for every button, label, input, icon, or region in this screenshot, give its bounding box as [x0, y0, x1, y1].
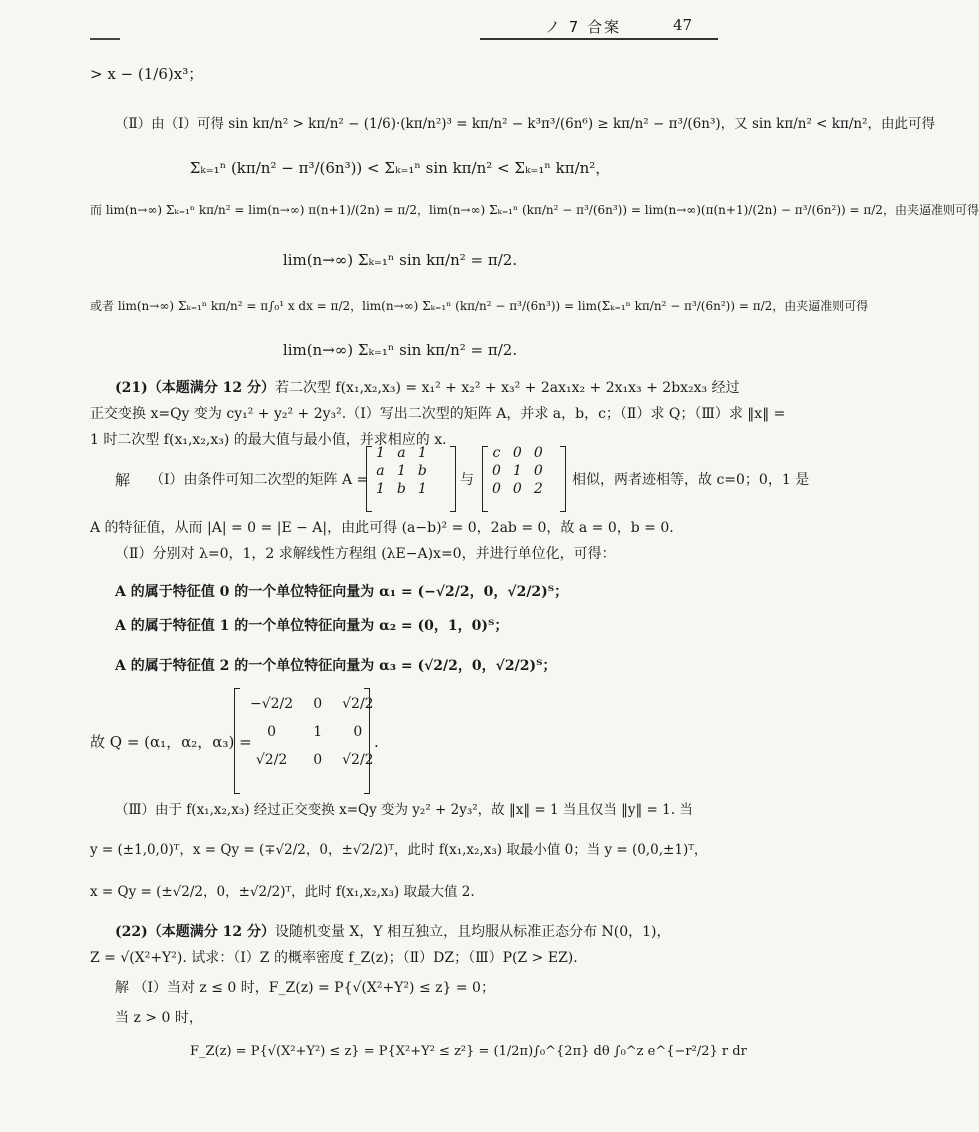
matrix-bracket-left [234, 688, 240, 794]
matrix-cell: 0 [533, 463, 543, 479]
eigenvector-line: A 的属于特征值 2 的一个单位特征向量为 α₃ = (√2/2，0，√2/2)ᵀ； [115, 658, 557, 674]
matrix-bracket-right [450, 446, 456, 512]
problem-text: 若二次型 f(x₁,x₂,x₃) = x₁² + x₂² + x₃² + 2ax₁x₂ + 2x₁x₃ + 2bx₂x₃ 经过 [274, 380, 740, 396]
problem-22-line1 [115, 922, 671, 942]
text-line: A 的特征值，从而 |A| = 0 = |E − A|，由此可得 (a−b)² = 0，2ab = 0，故 a = 0，b = 0. [90, 520, 674, 536]
text-line: （Ⅱ）由（Ⅰ）可得 sin kπ/n² > kπ/n² − (1/6)·(kπ/n²)³ = kπ/n² − k³π³/(6n⁶) ≥ kπ/n² − π³/(6n³)，又 sin kπ/n² < kπ/n²，由此可得 [115, 116, 935, 132]
matrix-cell: a [376, 463, 385, 479]
matrix-cell: √2/2 [342, 752, 374, 768]
problem-text: 设随机变量 X，Y 相互独立，且均服从标准正态分布 N(0，1)， [274, 924, 671, 940]
matrix-cell: 0 [492, 463, 501, 479]
text-line: （Ⅲ）由于 f(x₁,x₂,x₃) 经过正交变换 x=Qy 变为 y₂² + 2y₃²，故 ‖x‖ = 1 当且仅当 ‖y‖ = 1. 当 [115, 802, 693, 818]
header-right-rule [480, 38, 718, 40]
text-line: 而 lim(n→∞) Σₖ₌₁ⁿ kπ/n² = lim(n→∞) π(n+1)/(2n) = π/2，lim(n→∞) Σₖ₌₁ⁿ (kπ/n² − π³/(6n³)) = lim(n→∞)(π(n+1)/(2n) − π³/(6n²)) = π/2，由夹逼准则可得 [90, 203, 979, 217]
solution-text: 与 [460, 472, 474, 488]
matrix-cell: 0 [512, 445, 522, 461]
text-line: x = Qy = (±√2/2，0，±√2/2)ᵀ，此时 f(x₁,x₂,x₃) 取最大值 2. [90, 884, 475, 900]
text-line: 或者 lim(n→∞) Σₖ₌₁ⁿ kπ/n² = π∫₀¹ x dx = π/2，lim(n→∞) Σₖ₌₁ⁿ (kπ/n² − π³/(6n³)) = lim(Σₖ₌₁ⁿ kπ/n² − π³/(6n²)) = π/2，由夹逼准则可得 [90, 299, 869, 313]
header-left-rule [90, 38, 120, 40]
matrix-cell: b [417, 463, 427, 479]
q-definition: 故 Q = (α₁，α₂，α₃) = [90, 733, 252, 751]
text-line: y = (±1,0,0)ᵀ，x = Qy = (∓√2/2，0，±√2/2)ᵀ，此时 f(x₁,x₂,x₃) 取最小值 0；当 y = (0,0,±1)ᵀ， [90, 842, 708, 858]
matrix-cell: −√2/2 [250, 696, 294, 712]
eigenvector-line: A 的属于特征值 0 的一个单位特征向量为 α₁ = (−√2/2，0，√2/2)ᵀ； [115, 584, 569, 600]
matrix-cell: 1 [313, 724, 323, 740]
text-line: > x − (1/6)x³； [90, 65, 204, 83]
problem-21-line1 [115, 378, 740, 398]
matrix-cell: 1 [512, 463, 522, 479]
problem-label: (22)（本题满分 12 分） [115, 924, 275, 940]
solution-text: 相似，两者迹相等，故 c=0；0，1 是 [572, 472, 810, 488]
problem-22-line2: Z = √(X²+Y²). 试求：（Ⅰ）Z 的概率密度 f_Z(z)；（Ⅱ）DZ；（Ⅲ）P(Z > EZ). [90, 950, 578, 966]
text-line: 当 z > 0 时， [115, 1010, 203, 1026]
formula-line: F_Z(z) = P{√(X²+Y²) ≤ z} = P{X²+Y² ≤ z²} = (1/2π)∫₀^{2π} dθ ∫₀^z e^{−r²/2} r dr [190, 1044, 747, 1059]
matrix-cell: 1 [417, 481, 427, 497]
matrix-cell: √2/2 [255, 752, 288, 768]
text-line: （Ⅱ）分别对 λ=0，1，2 求解线性方程组 (λE−A)x=0，并进行单位化，可得： [115, 546, 616, 562]
matrix-cell: 1 [376, 481, 385, 497]
formula-line: Σₖ₌₁ⁿ (kπ/n² − π³/(6n³)) < Σₖ₌₁ⁿ sin kπ/n² < Σₖ₌₁ⁿ kπ/n²， [189, 159, 611, 177]
eigenvector-line: A 的属于特征值 1 的一个单位特征向量为 α₂ = (0，1，0)ᵀ； [115, 618, 509, 634]
problem-21-line2: 正交变换 x=Qy 变为 cy₁² + y₂² + 2y₃².（Ⅰ）写出二次型的矩阵 A，并求 a，b，c；（Ⅱ）求 Q；（Ⅲ）求 ‖x‖ = [90, 406, 786, 422]
problem-label: (21)（本题满分 12 分） [115, 380, 275, 396]
period: . [374, 733, 379, 751]
formula-line: lim(n→∞) Σₖ₌₁ⁿ sin kπ/n² = π/2. [282, 251, 518, 269]
matrix-Q [240, 690, 384, 774]
matrix-cell: 1 [417, 445, 427, 461]
matrix-diagonal-table [486, 444, 549, 498]
problem-21-line3: 1 时二次型 f(x₁,x₂,x₃) 的最大值与最小值，并求相应的 x. [90, 432, 447, 448]
text-line: 解 （Ⅰ）当对 z ≤ 0 时，F_Z(z) = P{√(X²+Y²) ≤ z} = 0； [115, 980, 495, 996]
matrix-cell: √2/2 [342, 696, 374, 712]
matrix-cell: 0 [492, 481, 501, 497]
matrix-A-table [370, 444, 433, 498]
matrix-cell: 0 [533, 445, 543, 461]
matrix-cell: 0 [353, 724, 363, 740]
matrix-cell: b [396, 481, 406, 497]
matrix-cell: 1 [396, 463, 406, 479]
matrix-bracket-right [364, 688, 370, 794]
matrix-bracket-right [560, 446, 566, 512]
matrix-cell: 0 [313, 696, 323, 712]
matrix-Q-table [240, 690, 384, 774]
formula-line: lim(n→∞) Σₖ₌₁ⁿ sin kπ/n² = π/2. [282, 341, 518, 359]
matrix-cell: 0 [512, 481, 522, 497]
solution-label: 解 [115, 471, 131, 489]
matrix-cell: 0 [313, 752, 323, 768]
solution-text: （Ⅰ）由条件可知二次型的矩阵 A = [150, 472, 369, 488]
matrix-cell: c [492, 445, 501, 461]
matrix-cell: 1 [376, 445, 385, 461]
matrix-bracket-left [366, 446, 372, 512]
matrix-cell: 2 [533, 481, 543, 497]
matrix-bracket-left [482, 446, 488, 512]
matrix-A [370, 444, 433, 498]
header-title: ノ 7 合案 [545, 18, 622, 36]
matrix-cell: a [397, 445, 406, 461]
matrix-diagonal [486, 444, 549, 498]
page-number: 47 [673, 16, 693, 34]
matrix-cell: 0 [267, 724, 277, 740]
